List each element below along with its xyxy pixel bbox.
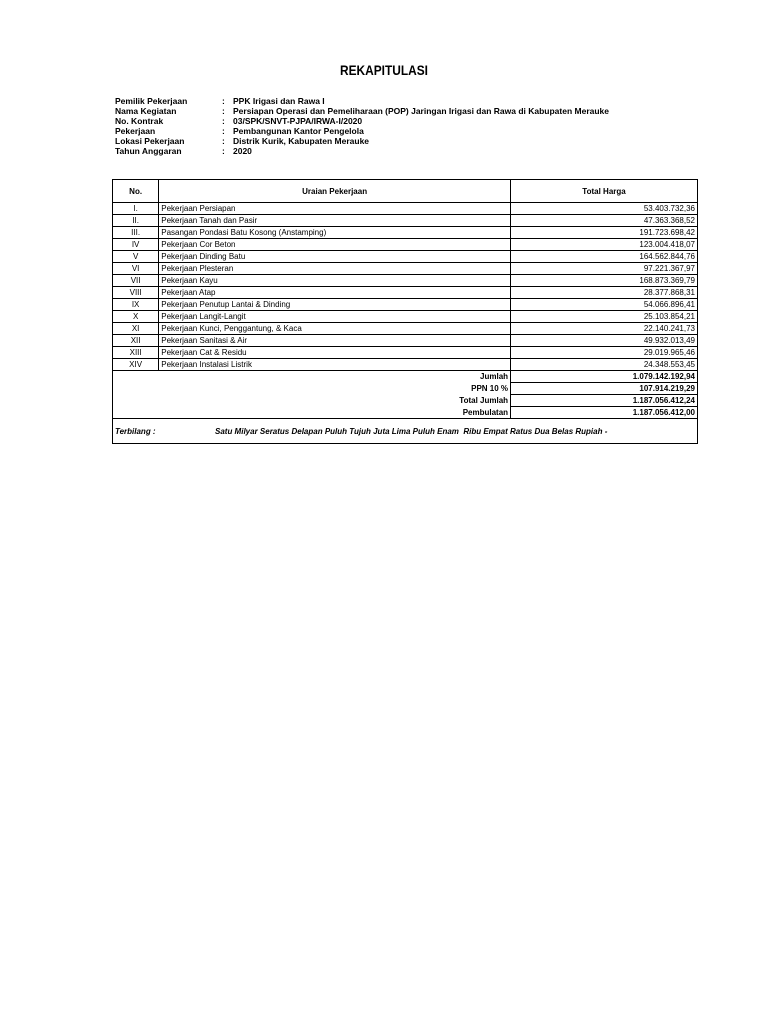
row-uraian: Pekerjaan Cor Beton xyxy=(159,239,511,251)
row-total: 29.019.965,46 xyxy=(511,347,698,359)
summary-label: Jumlah xyxy=(159,371,511,383)
row-no: XIV xyxy=(113,359,159,371)
table-row xyxy=(113,347,698,359)
info-row-kegiatan xyxy=(115,106,609,116)
table-row xyxy=(113,215,698,227)
row-total: 22.140.241,73 xyxy=(511,323,698,335)
info-colon: : xyxy=(222,96,225,106)
table-row xyxy=(113,287,698,299)
row-uraian: Pasangan Pondasi Batu Kosong (Anstamping) xyxy=(159,227,511,239)
summary-row-pembulatan xyxy=(113,407,698,419)
row-total: 47.363.368,52 xyxy=(511,215,698,227)
table-row xyxy=(113,251,698,263)
info-row-pemilik xyxy=(115,96,609,106)
terbilang-label: Terbilang : xyxy=(115,426,156,436)
info-colon: : xyxy=(222,146,225,156)
table-row xyxy=(113,323,698,335)
table-row xyxy=(113,335,698,347)
summary-value: 1.187.056.412,00 xyxy=(511,407,698,419)
header-uraian: Uraian Pekerjaan xyxy=(159,180,511,203)
row-total: 168.873.369,79 xyxy=(511,275,698,287)
row-total: 24.348.553,45 xyxy=(511,359,698,371)
summary-value: 1.187.056.412,24 xyxy=(511,395,698,407)
header-total: Total Harga xyxy=(511,180,698,203)
terbilang-row xyxy=(113,419,698,444)
info-label: No. Kontrak xyxy=(115,116,164,126)
info-colon: : xyxy=(222,106,225,116)
info-row-tahun xyxy=(115,146,609,156)
info-colon: : xyxy=(222,136,225,146)
info-row-pekerjaan xyxy=(115,126,609,136)
summary-row-total-jumlah xyxy=(113,395,698,407)
row-no: XI xyxy=(113,323,159,335)
table-header-row xyxy=(113,180,698,203)
info-value: Distrik Kurik, Kabupaten Merauke xyxy=(233,136,370,146)
row-uraian: Pekerjaan Penutup Lantai & Dinding xyxy=(159,299,511,311)
row-no: III. xyxy=(113,227,159,239)
row-no: IV xyxy=(113,239,159,251)
info-value: Pembangunan Kantor Pengelola xyxy=(233,126,364,136)
summary-value: 107.914.219,29 xyxy=(511,383,698,395)
row-total: 49.932.013,49 xyxy=(511,335,698,347)
row-uraian: Pekerjaan Tanah dan Pasir xyxy=(159,215,511,227)
row-uraian: Pekerjaan Kayu xyxy=(159,275,511,287)
row-total: 54.066.896,41 xyxy=(511,299,698,311)
row-no: II. xyxy=(113,215,159,227)
row-no: XII xyxy=(113,335,159,347)
row-total: 164.562.844,76 xyxy=(511,251,698,263)
row-uraian: Pekerjaan Plesteran xyxy=(159,263,511,275)
rekapitulasi-table xyxy=(112,179,698,444)
summary-label: PPN 10 % xyxy=(159,383,511,395)
project-info xyxy=(115,96,609,156)
row-no: X xyxy=(113,311,159,323)
row-total: 97.221.367,97 xyxy=(511,263,698,275)
row-no: IX xyxy=(113,299,159,311)
info-value: 03/SPK/SNVT-PJPA/IRWA-I/2020 xyxy=(233,116,363,126)
summary-label: Pembulatan xyxy=(159,407,511,419)
info-label: Pekerjaan xyxy=(115,126,156,136)
row-no: V xyxy=(113,251,159,263)
row-total: 28.377.868,31 xyxy=(511,287,698,299)
info-value: PPK Irigasi dan Rawa I xyxy=(233,96,325,106)
table-row xyxy=(113,263,698,275)
table-row xyxy=(113,311,698,323)
row-uraian: Pekerjaan Sanitasi & Air xyxy=(159,335,511,347)
row-total: 123.004.418,07 xyxy=(511,239,698,251)
row-no: VI xyxy=(113,263,159,275)
summary-row-ppn xyxy=(113,383,698,395)
info-value: 2020 xyxy=(233,146,252,156)
info-label: Tahun Anggaran xyxy=(115,146,182,156)
info-value: Persiapan Operasi dan Pemeliharaan (POP) Jaringan Irigasi dan Rawa di Kabupaten Merauke xyxy=(233,106,610,116)
info-label: Pemilik Pekerjaan xyxy=(115,96,188,106)
row-total: 53.403.732,36 xyxy=(511,203,698,215)
summary-row-jumlah xyxy=(113,371,698,383)
row-uraian: Pekerjaan Persiapan xyxy=(159,203,511,215)
info-colon: : xyxy=(222,116,225,126)
row-no: VIII xyxy=(113,287,159,299)
info-row-lokasi xyxy=(115,136,609,146)
table-row xyxy=(113,359,698,371)
row-no: XIII xyxy=(113,347,159,359)
info-colon: : xyxy=(222,126,225,136)
row-uraian: Pekerjaan Kunci, Penggantung, & Kaca xyxy=(159,323,511,335)
table-row xyxy=(113,275,698,287)
row-uraian: Pekerjaan Dinding Batu xyxy=(159,251,511,263)
row-no: VII xyxy=(113,275,159,287)
row-total: 191.723.698,42 xyxy=(511,227,698,239)
row-total: 25.103.854,21 xyxy=(511,311,698,323)
page-title: REKAPITULASI xyxy=(340,62,428,78)
info-row-kontrak xyxy=(115,116,609,126)
info-label: Nama Kegiatan xyxy=(115,106,177,116)
terbilang-text: Satu Milyar Seratus Delapan Puluh Tujuh Juta Lima Puluh Enam Ribu Empat Ratus Dua Belas Rupiah - xyxy=(215,426,608,436)
row-uraian: Pekerjaan Cat & Residu xyxy=(159,347,511,359)
table-row xyxy=(113,227,698,239)
row-uraian: Pekerjaan Atap xyxy=(159,287,511,299)
summary-value: 1.079.142.192,94 xyxy=(511,371,698,383)
summary-label: Total Jumlah xyxy=(159,395,511,407)
row-uraian: Pekerjaan Instalasi Listrik xyxy=(159,359,511,371)
info-label: Lokasi Pekerjaan xyxy=(115,136,185,146)
row-no: I. xyxy=(113,203,159,215)
header-no: No. xyxy=(113,180,159,203)
row-uraian: Pekerjaan Langit-Langit xyxy=(159,311,511,323)
table-row xyxy=(113,299,698,311)
terbilang-cell xyxy=(113,419,698,444)
table-row xyxy=(113,203,698,215)
table-row xyxy=(113,239,698,251)
